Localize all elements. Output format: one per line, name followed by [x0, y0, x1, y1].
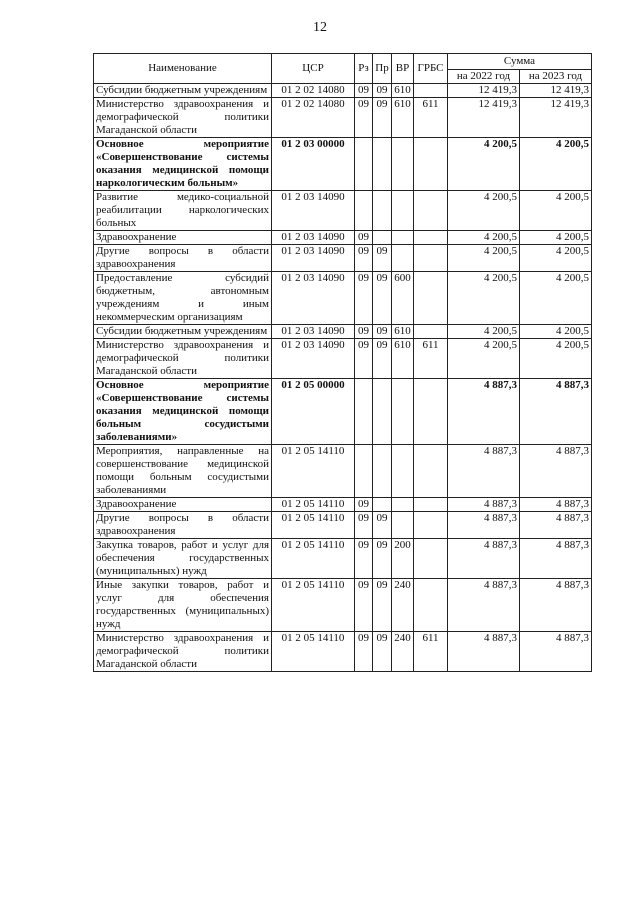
cell-vr [392, 445, 414, 498]
table-row [94, 579, 592, 632]
cell-rz: 09 [355, 539, 373, 579]
cell-name: Мероприятия, направленные на совершенствование медицинской помощи больным сосудистыми заболеваниями [94, 445, 272, 498]
table-body [94, 84, 592, 672]
table-row [94, 98, 592, 138]
cell-rz: 09 [355, 512, 373, 539]
cell-grbs [414, 138, 448, 191]
cell-grbs [414, 245, 448, 272]
cell-csr: 01 2 03 14090 [272, 339, 355, 379]
cell-sum-2022: 4 887,3 [448, 512, 520, 539]
cell-rz: 09 [355, 325, 373, 339]
cell-rz [355, 191, 373, 231]
table-row [94, 512, 592, 539]
cell-rz: 09 [355, 632, 373, 672]
cell-sum-2022: 4 200,5 [448, 231, 520, 245]
cell-grbs [414, 84, 448, 98]
cell-vr [392, 245, 414, 272]
header-name: Наименование [94, 54, 272, 84]
table-row [94, 138, 592, 191]
cell-sum-2023: 4 200,5 [520, 191, 592, 231]
cell-sum-2023: 4 887,3 [520, 579, 592, 632]
table-row [94, 379, 592, 445]
cell-csr: 01 2 05 00000 [272, 379, 355, 445]
cell-sum-2022: 4 887,3 [448, 539, 520, 579]
cell-vr: 240 [392, 579, 414, 632]
cell-rz: 09 [355, 579, 373, 632]
cell-csr: 01 2 02 14080 [272, 84, 355, 98]
cell-vr [392, 231, 414, 245]
cell-pr: 09 [373, 632, 392, 672]
cell-vr [392, 379, 414, 445]
cell-pr: 09 [373, 579, 392, 632]
cell-name: Другие вопросы в области здравоохранения [94, 512, 272, 539]
table-row [94, 445, 592, 498]
cell-csr: 01 2 05 14110 [272, 512, 355, 539]
table-row [94, 498, 592, 512]
cell-sum-2022: 4 200,5 [448, 339, 520, 379]
cell-name: Иные закупки товаров, работ и услуг для обеспечения государственных (муниципальных) нужд [94, 579, 272, 632]
table-row [94, 84, 592, 98]
cell-sum-2022: 12 419,3 [448, 84, 520, 98]
page-number: 12 [313, 20, 327, 35]
cell-vr: 610 [392, 98, 414, 138]
header-year-2022: на 2022 год [448, 70, 520, 84]
cell-csr: 01 2 05 14110 [272, 632, 355, 672]
cell-grbs [414, 231, 448, 245]
cell-pr: 09 [373, 84, 392, 98]
cell-name: Основное мероприятие «Совершенствование системы оказания медицинской помощи больным сосудистыми заболеваниями» [94, 379, 272, 445]
cell-pr [373, 379, 392, 445]
cell-name: Закупка товаров, работ и услуг для обеспечения государственных (муниципальных) нужд [94, 539, 272, 579]
cell-rz: 09 [355, 231, 373, 245]
cell-csr: 01 2 05 14110 [272, 445, 355, 498]
cell-rz: 09 [355, 272, 373, 325]
cell-csr: 01 2 05 14110 [272, 579, 355, 632]
header-csr: ЦСР [272, 54, 355, 84]
cell-grbs [414, 272, 448, 325]
cell-sum-2023: 12 419,3 [520, 98, 592, 138]
cell-pr [373, 231, 392, 245]
cell-sum-2022: 4 887,3 [448, 632, 520, 672]
cell-sum-2023: 4 200,5 [520, 245, 592, 272]
cell-vr: 600 [392, 272, 414, 325]
cell-sum-2022: 4 200,5 [448, 191, 520, 231]
cell-grbs: 611 [414, 98, 448, 138]
cell-vr [392, 498, 414, 512]
cell-rz [355, 379, 373, 445]
cell-rz [355, 138, 373, 191]
cell-pr [373, 191, 392, 231]
table-row [94, 231, 592, 245]
cell-sum-2022: 4 887,3 [448, 445, 520, 498]
header-year-2023: на 2023 год [520, 70, 592, 84]
cell-sum-2023: 4 200,5 [520, 339, 592, 379]
cell-vr: 610 [392, 325, 414, 339]
cell-sum-2022: 4 887,3 [448, 498, 520, 512]
table-row [94, 539, 592, 579]
cell-vr: 610 [392, 339, 414, 379]
header-rz: Рз [355, 54, 373, 84]
cell-name: Основное мероприятие «Совершенствование системы оказания медицинской помощи наркологическим больным» [94, 138, 272, 191]
cell-name: Субсидии бюджетным учреждениям [94, 84, 272, 98]
table-row [94, 325, 592, 339]
cell-sum-2022: 4 887,3 [448, 579, 520, 632]
cell-csr: 01 2 02 14080 [272, 98, 355, 138]
cell-sum-2022: 4 200,5 [448, 325, 520, 339]
cell-pr [373, 498, 392, 512]
cell-pr: 09 [373, 245, 392, 272]
cell-sum-2022: 4 200,5 [448, 245, 520, 272]
cell-vr [392, 191, 414, 231]
cell-grbs [414, 445, 448, 498]
cell-grbs [414, 498, 448, 512]
table-row [94, 632, 592, 672]
header-grbs: ГРБС [414, 54, 448, 84]
cell-name: Министерство здравоохранения и демографической политики Магаданской области [94, 339, 272, 379]
cell-sum-2023: 4 887,3 [520, 512, 592, 539]
cell-csr: 01 2 03 14090 [272, 245, 355, 272]
cell-grbs [414, 325, 448, 339]
cell-pr: 09 [373, 325, 392, 339]
cell-sum-2023: 4 887,3 [520, 379, 592, 445]
cell-csr: 01 2 03 14090 [272, 231, 355, 245]
cell-pr: 09 [373, 272, 392, 325]
cell-vr: 200 [392, 539, 414, 579]
cell-csr: 01 2 05 14110 [272, 539, 355, 579]
cell-grbs [414, 539, 448, 579]
cell-name: Другие вопросы в области здравоохранения [94, 245, 272, 272]
cell-pr: 09 [373, 512, 392, 539]
cell-rz: 09 [355, 98, 373, 138]
cell-sum-2022: 12 419,3 [448, 98, 520, 138]
cell-sum-2023: 4 887,3 [520, 539, 592, 579]
cell-grbs [414, 191, 448, 231]
cell-name: Здравоохранение [94, 498, 272, 512]
cell-sum-2023: 4 887,3 [520, 498, 592, 512]
cell-sum-2023: 4 887,3 [520, 632, 592, 672]
cell-sum-2023: 4 200,5 [520, 272, 592, 325]
cell-pr: 09 [373, 339, 392, 379]
table-row [94, 245, 592, 272]
cell-grbs [414, 579, 448, 632]
cell-pr: 09 [373, 539, 392, 579]
table-row [94, 191, 592, 231]
cell-name: Развитие медико-социальной реабилитации наркологических больных [94, 191, 272, 231]
cell-name: Субсидии бюджетным учреждениям [94, 325, 272, 339]
cell-name: Предоставление субсидий бюджетным, автономным учреждениям и иным некоммерческим организациям [94, 272, 272, 325]
cell-grbs: 611 [414, 632, 448, 672]
cell-rz: 09 [355, 245, 373, 272]
header-sum: Сумма [448, 54, 592, 70]
cell-rz: 09 [355, 498, 373, 512]
cell-csr: 01 2 03 14090 [272, 325, 355, 339]
cell-rz: 09 [355, 339, 373, 379]
cell-sum-2022: 4 200,5 [448, 272, 520, 325]
cell-vr [392, 138, 414, 191]
cell-csr: 01 2 03 14090 [272, 191, 355, 231]
cell-sum-2023: 4 200,5 [520, 138, 592, 191]
cell-pr: 09 [373, 98, 392, 138]
cell-grbs [414, 512, 448, 539]
table-row [94, 339, 592, 379]
cell-pr [373, 138, 392, 191]
cell-csr: 01 2 03 14090 [272, 272, 355, 325]
header-vr: ВР [392, 54, 414, 84]
cell-rz: 09 [355, 84, 373, 98]
cell-name: Министерство здравоохранения и демографической политики Магаданской области [94, 632, 272, 672]
budget-table [93, 53, 592, 672]
cell-name: Здравоохранение [94, 231, 272, 245]
cell-grbs [414, 379, 448, 445]
cell-sum-2022: 4 200,5 [448, 138, 520, 191]
table-row [94, 272, 592, 325]
cell-sum-2023: 4 200,5 [520, 231, 592, 245]
cell-sum-2023: 4 200,5 [520, 325, 592, 339]
cell-sum-2023: 4 887,3 [520, 445, 592, 498]
cell-csr: 01 2 05 14110 [272, 498, 355, 512]
cell-vr: 240 [392, 632, 414, 672]
cell-vr: 610 [392, 84, 414, 98]
cell-sum-2023: 12 419,3 [520, 84, 592, 98]
header-pr: Пр [373, 54, 392, 84]
cell-name: Министерство здравоохранения и демографической политики Магаданской области [94, 98, 272, 138]
cell-grbs: 611 [414, 339, 448, 379]
cell-csr: 01 2 03 00000 [272, 138, 355, 191]
cell-pr [373, 445, 392, 498]
cell-rz [355, 445, 373, 498]
cell-vr [392, 512, 414, 539]
cell-sum-2022: 4 887,3 [448, 379, 520, 445]
